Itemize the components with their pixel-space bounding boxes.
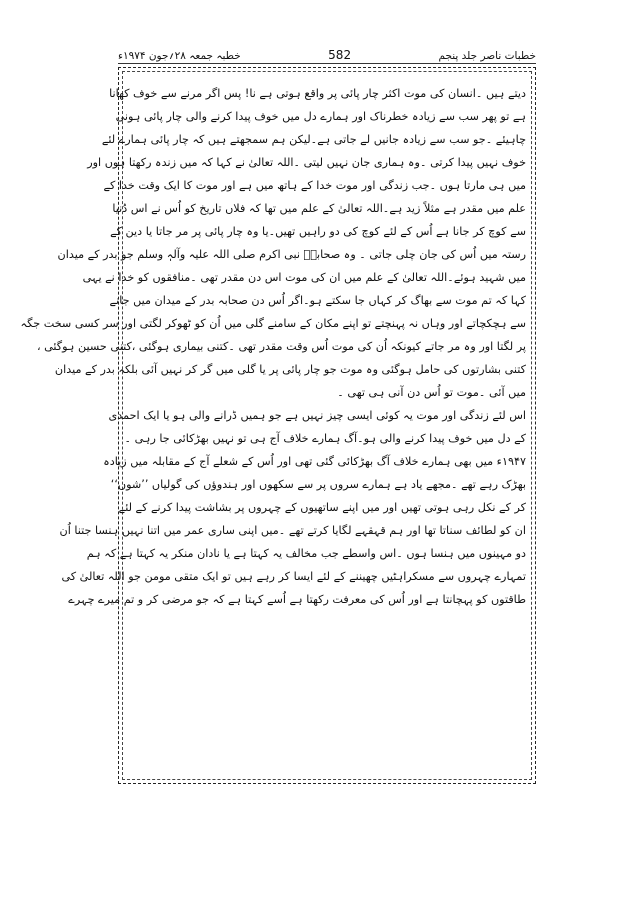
text-line: میں شہید ہوئے۔اللہ تعالیٰ کے علم میں ان کی موت اس دن مقدر تھی ۔منافقوں کو خدا نے یہی	[82, 271, 526, 284]
text-line: دو مہینوں میں ہنسا ہوں ۔اس واسطے جب مخالف یہ کہتا ہے یا نادان منکر یہ کہتا ہے کہ ہم	[86, 547, 526, 560]
text-line: کہا کہ تم موت سے بھاگ کر کہاں جا سکتے ہو۔اگر اُس دن صحابہ بدر کے میدان میں جانے	[109, 294, 526, 307]
page-header	[118, 40, 536, 62]
book-title: خطبات ناصر جلد پنجم	[438, 50, 536, 62]
sermon-info: خطبہ جمعہ ۲۸؍جون ۱۹۷۴ء	[118, 50, 241, 62]
text-line: سے ہچکچاتے اور وہاں نہ پہنچتے تو اپنے مکان کے سامنے گلی میں اُن کو ٹھوکر لگتی اور سر کسی سخت جگہ	[20, 317, 526, 330]
text-line: چاہیئے ۔جو سب سے زیادہ جانیں لے جاتی ہے۔لیکن ہم سمجھتے ہیں کہ چار پائی ہمارے لئے	[101, 133, 526, 146]
text-line: سے کوچ کر جانا ہے اُس کے لئے کوچ کی دو راہیں تھیں۔یا وہ چار پائی پر مر جاتا یا دین کے	[110, 225, 526, 238]
text-line: بھڑک رہے تھے ۔مجھے یاد ہے ہمارے سروں پر سے سکھوں اور ہندوؤں کی گولیاں ’’شوں‘‘	[110, 478, 526, 491]
text-line: علم میں مقدر ہے مثلاً زید ہے۔اللہ تعالیٰ کے علم میں تھا کہ فلاں تاریخ کو اُس نے اس دُنیا	[112, 202, 526, 215]
page-number: 582	[328, 48, 352, 62]
text-line: کر کے نکل رہی ہوتی تھیں اور میں اپنے ساتھیوں کے چہروں پر بشاشت پیدا کرنے کے لئے	[118, 501, 526, 514]
text-line: میں ہی مارتا ہوں ۔جب زندگی اور موت خدا کے ہاتھ میں ہے اور موت کا ایک وقت خدا کے	[103, 179, 526, 192]
text-line: ۱۹۴۷ء میں بھی ہمارے خلاف آگ بھڑکائی گئی تھی اور اُس کے شعلے آج کے مقابلہ میں زیادہ	[103, 455, 526, 468]
text-line: طاقتوں کو پہچانتا ہے اور اُس کی معرفت رکھتا ہے اُسے کہتا ہے کہ جو مرضی کر و تم میرے چہرے	[68, 593, 526, 606]
text-line: میں آئی ۔موت تو اُس دن آنی ہی تھی ۔	[337, 386, 526, 399]
body-text	[20, 82, 526, 611]
text-line: ہے تو پھر سب سے زیادہ خطرناک اور ہمارے دل میں خوف پیدا کرنے والی چار پائی ہونی	[115, 110, 526, 123]
text-line: کے دل میں خوف پیدا کرنے والی ہو۔آگ ہمارے خلاف آج ہی تو نہیں بھڑکائی جا رہی ۔	[124, 432, 526, 445]
text-line: خوف نہیں پیدا کرتی ۔وہ ہماری جان نہیں لیتی ۔اللہ تعالیٰ نے کہا کہ میں زندہ رکھتا ہوں اور	[87, 156, 526, 169]
text-line: کتنی بشارتوں کی حامل ہوگئی وہ موت جو چار پائی پر یا گلی میں گر کر نہیں آئی بلکہ بدر کے میدان	[54, 363, 526, 376]
text-line: اس لئے زندگی اور موت یہ کوئی ایسی چیز نہیں ہے جو ہمیں ڈرانے والی ہو یا ایک احمدی	[108, 409, 526, 422]
text-line: ان کو لطائف سناتا تھا اور ہم قہقہے لگایا کرتے تھے ۔میں اپنی ساری عمر میں اتنا نہیں ہنسا جتنا اُن	[59, 524, 526, 537]
text-line: تمہارے چہروں سے مسکراہٹیں چھیننے کے لئے ایسا کر رہے ہیں تو ایک متقی مومن جو اللہ تعالیٰ کی	[61, 570, 526, 583]
text-line: پر لگتا اور وہ مر جاتے کیونکہ اُن کی موت اُس وقت مقدر تھی ۔کتنی بیماری ہوگئی ،کتنی حسین ہوگئی ،	[36, 340, 526, 353]
header-rule	[118, 63, 536, 64]
text-line: دیتے ہیں ۔انسان کی موت اکثر چار پائی پر واقع ہوتی ہے نا! پس اگر مرنے سے خوف کھانا	[109, 87, 526, 100]
text-line: رستہ میں اُس کی جان چلی جاتی ۔ وہ صحابہؓ نبی اکرم صلی اللہ علیہ وآلہٖ وسلم جو بدر کے میدان	[57, 248, 526, 261]
